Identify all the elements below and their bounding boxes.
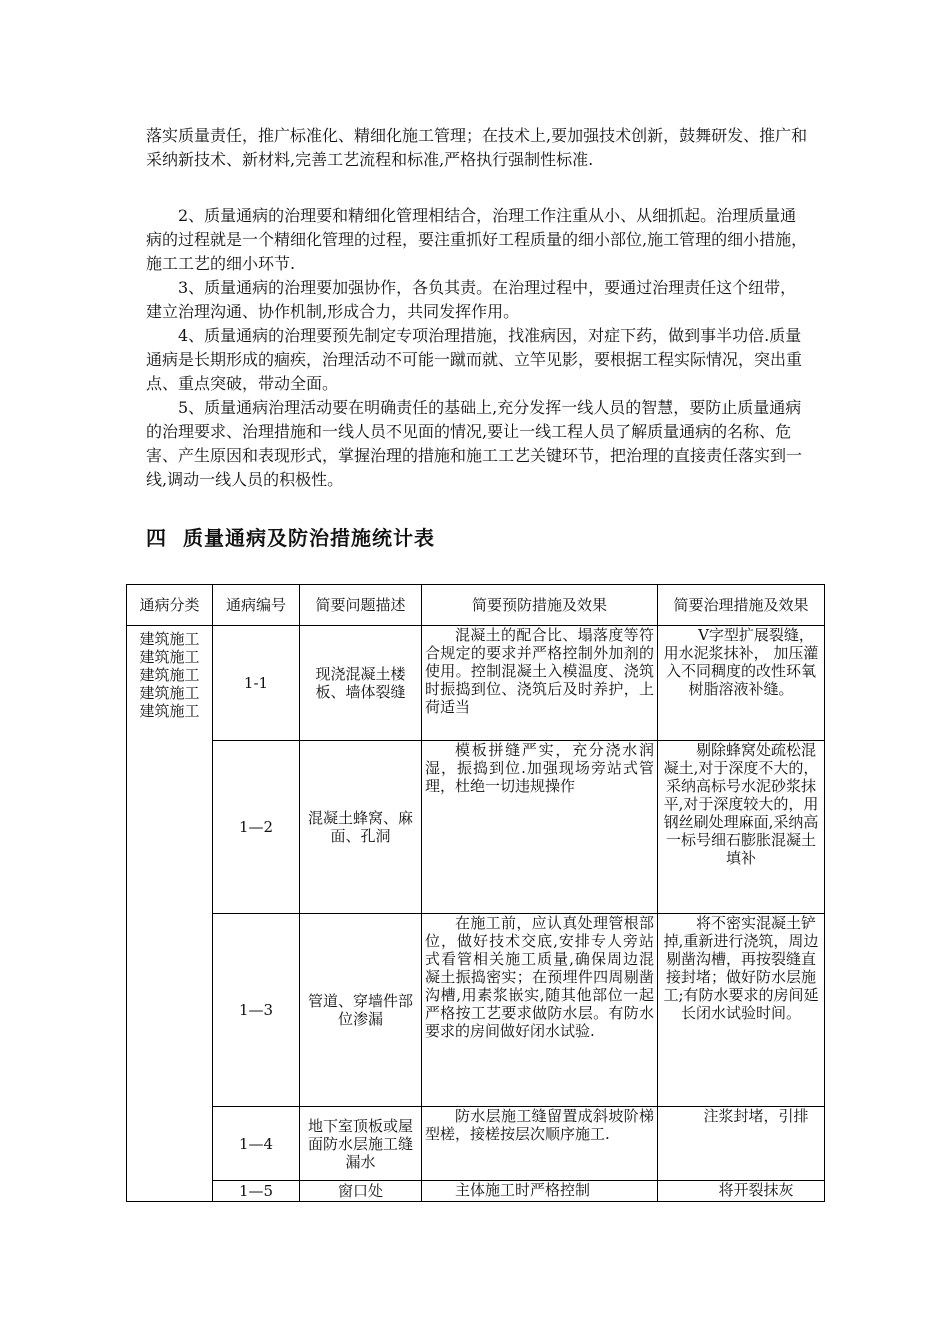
treatment-text: 将开裂抹灰 (718, 1181, 794, 1199)
header-treatment: 简要治理措施及效果 (658, 585, 825, 626)
prevention-measure (422, 914, 658, 1107)
defect-number: 1—4 (213, 1107, 300, 1181)
paragraph-item-3: 3、质量通病的治理要加强协作，各负其责。在治理过程中，要通过治理责任这个纽带，建立治理沟通、协作机制,形成合力，共同发挥作用。 (146, 278, 797, 321)
defect-statistics-table (126, 584, 825, 1202)
header-category: 通病分类 (127, 585, 213, 626)
defect-number: 1—3 (213, 914, 300, 1107)
prevention-text: 模板拼缝严实，充分浇水润湿，振捣到位.加强现场旁站式管理，杜绝一切违规操作 (425, 741, 654, 795)
prevention-text: 主体施工时严格控制 (455, 1181, 591, 1199)
table-row (127, 1107, 825, 1181)
paragraph-item-2: 2、质量通病的治理要和精细化管理相结合，治理工作注重从小、从细抓起。治理质量通病的过程就是一个精细化管理的过程，要注重抓好工程质量的细小部位,施工管理的细小措施，施工工艺的细小环节. (146, 206, 808, 273)
defect-number: 1—2 (213, 741, 300, 914)
table-row (127, 914, 825, 1107)
prevention-text: 防水层施工缝留置成斜坡阶梯型槎，接槎按层次顺序施工. (425, 1107, 654, 1143)
category-line: 建筑施工 (139, 666, 200, 684)
defect-description: 现浇混凝土楼板、墙体裂缝 (300, 626, 422, 741)
defect-number: 1—5 (213, 1181, 300, 1202)
paragraph-item-4: 4、质量通病的治理要预先制定专项治理措施，找准病因，对症下药，做到事半功倍.质量通病是长期形成的痼疾，治理活动不可能一蹴而就、立竿见影，要根据工程实际情况，突出重点、重点突破，带动全面。 (146, 326, 803, 393)
treatment-text: 注浆封堵，引排 (703, 1107, 809, 1125)
treatment-measure (658, 1107, 825, 1181)
category-line: 建筑施工 (139, 630, 200, 648)
paragraph-item-5: 5、质量通病治理活动要在明确责任的基础上,充分发挥一线人员的智慧，要防止质量通病的治理要求、治理措施和一线人员不见面的情况,要让一线工程人员了解质量通病的名称、危害、产生原因和表现形式，掌握治理的措施和施工工艺关键环节，把治理的直接责任落实到一线,调动一线人员的积极性。 (146, 398, 803, 489)
defect-description: 混凝土蜂窝、麻面、孔洞 (300, 741, 422, 914)
section-heading (146, 522, 435, 551)
prevention-measure (422, 1181, 658, 1202)
paragraph-continuation: 落实质量责任，推广标准化、精细化施工管理；在技术上,要加强技术创新，鼓舞研发、推广和采纳新技术、新材料,完善工艺流程和标准,严格执行强制性标准. (146, 126, 808, 169)
section-title: 质量通病及防治措施统计表 (183, 526, 435, 550)
prevention-text: 混凝土的配合比、塌落度等符合规定的要求并严格控制外加剂的使用。控制混凝土入模温度、浇筑时振捣到位、浇筑后及时养护，上荷适当 (425, 626, 654, 716)
prevention-measure (422, 626, 658, 741)
treatment-measure (658, 1181, 825, 1202)
treatment-text: 将不密实混凝土铲掉,重新进行浇筑，周边剔凿沟槽，再按裂缝直接封堵；做好防水层施工;有防水要求的房间延长闭水试验时间。 (663, 914, 819, 1022)
table-row (127, 1181, 825, 1202)
table-row (127, 626, 825, 741)
table-row (127, 741, 825, 914)
defect-description: 管道、穿墙件部位渗漏 (300, 914, 422, 1107)
category-line: 建筑施工 (139, 684, 200, 702)
treatment-measure (658, 914, 825, 1107)
defect-description: 地下室顶板或屋面防水层施工缝漏水 (300, 1107, 422, 1181)
header-number: 通病编号 (213, 585, 300, 626)
header-description: 简要问题描述 (300, 585, 422, 626)
header-prevention: 简要预防措施及效果 (422, 585, 658, 626)
defect-number: 1-1 (213, 626, 300, 741)
defect-description: 窗口处 (300, 1181, 422, 1202)
treatment-measure (658, 741, 825, 914)
category-line: 建筑施工 (139, 702, 200, 720)
prevention-measure (422, 741, 658, 914)
prevention-text: 在施工前，应认真处理管根部位，做好技术交底,安排专人旁站式看管相关施工质量,确保周边混凝土振捣密实；在预埋件四周剔凿沟槽,用素浆嵌实,随其他部位一起严格按工艺要求做防水层。有防水要求的房间做好闭水试验. (425, 914, 654, 1040)
table-header-row (127, 585, 825, 626)
treatment-text: 剔除蜂窝处疏松混凝土,对于深度不大的，采纳高标号水泥砂浆抹平,对于深度较大的，用钢丝刷处理麻面,采纳高一标号细石膨胀混凝土填补 (663, 741, 819, 867)
treatment-measure (658, 626, 825, 741)
treatment-text: V字型扩展裂缝，用水泥浆抹补， 加压灌入不同稠度的改性环氧树脂溶液补缝。 (663, 626, 819, 698)
section-number: 四 (146, 526, 167, 550)
category-cell (127, 626, 213, 1202)
prevention-measure (422, 1107, 658, 1181)
category-line: 建筑施工 (139, 648, 200, 666)
